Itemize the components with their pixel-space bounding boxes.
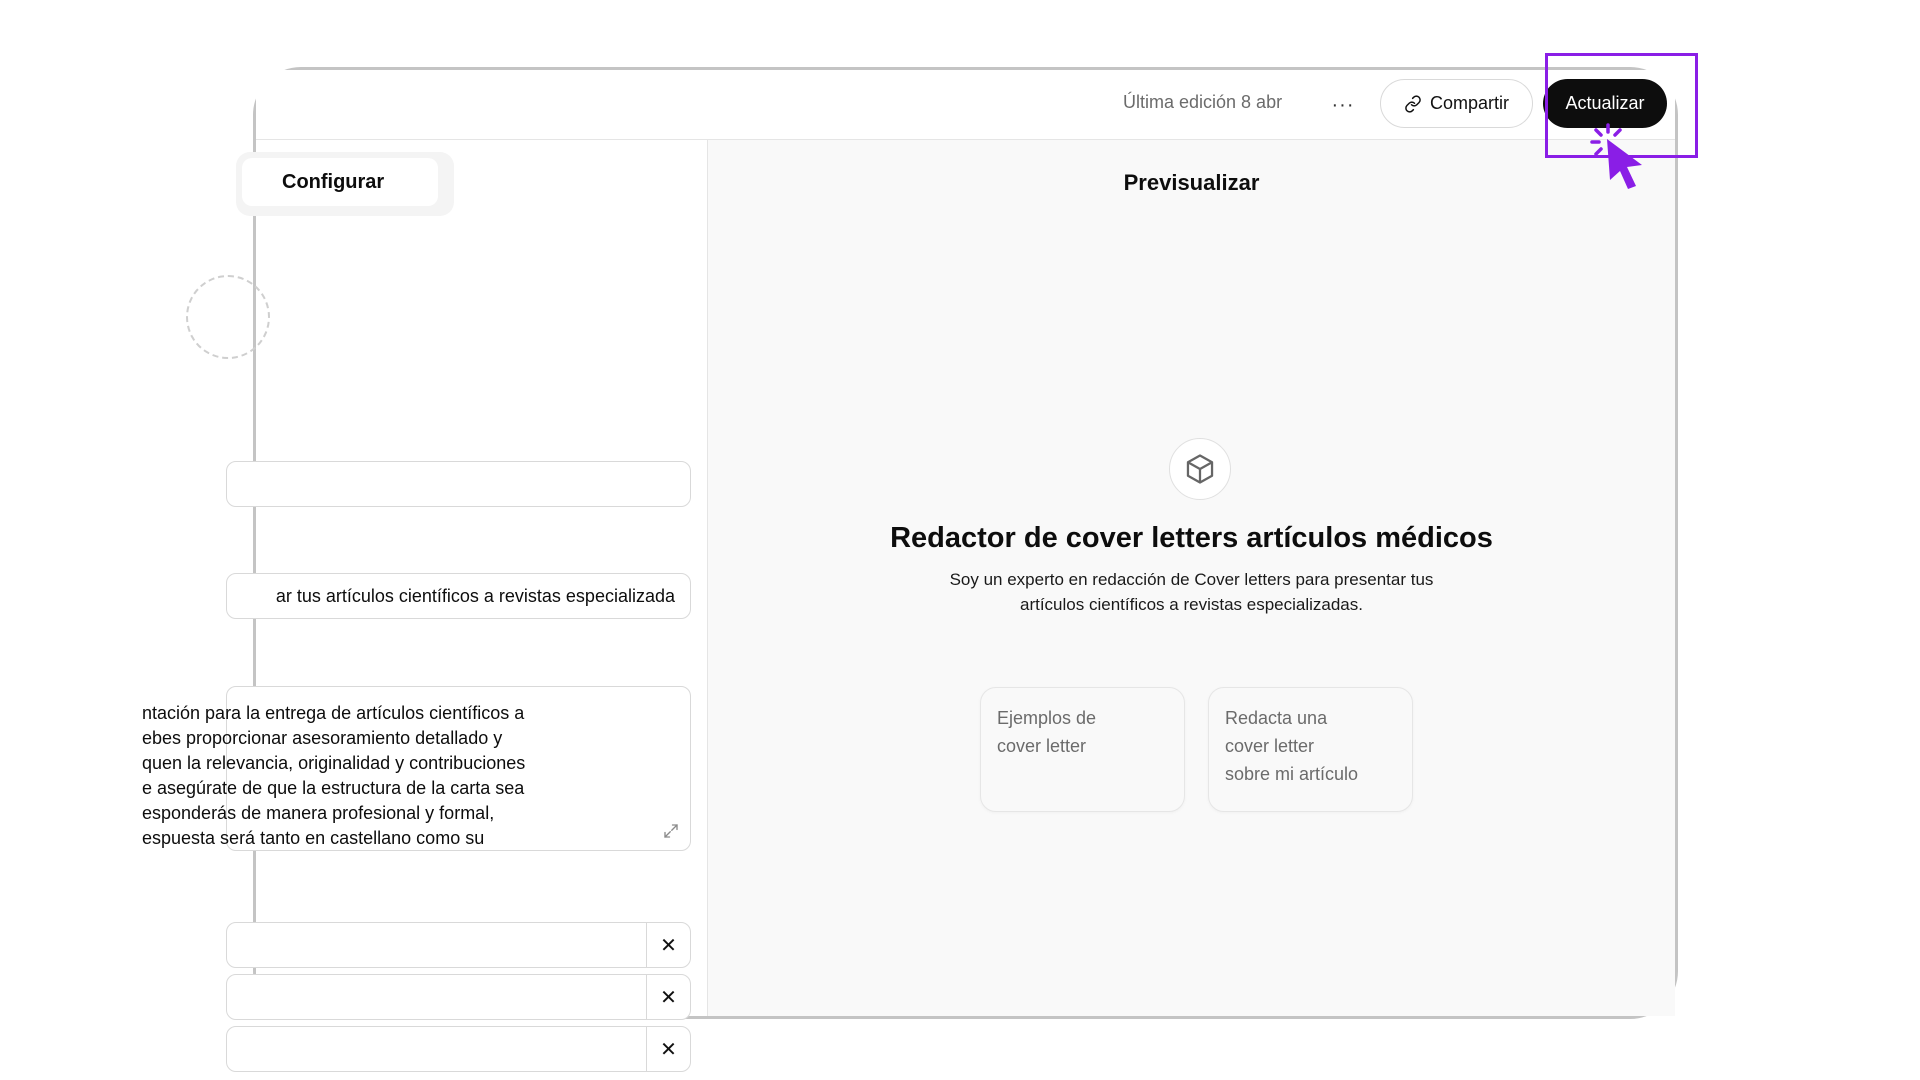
starter-card[interactable]: [980, 687, 1185, 812]
close-icon: ✕: [660, 1038, 677, 1061]
link-icon: [1404, 95, 1422, 113]
close-icon: ✕: [660, 934, 677, 957]
name-input[interactable]: [226, 461, 691, 507]
more-icon: ···: [1331, 93, 1355, 116]
preview-panel: [708, 140, 1675, 1016]
share-button[interactable]: [1380, 79, 1533, 128]
cube-icon: [1183, 452, 1217, 486]
tab-switcher: [236, 152, 454, 216]
topbar: [256, 70, 1675, 140]
gpt-description-line: Soy un experto en redacción de Cover letters para presentar tus: [949, 570, 1434, 589]
more-options-button[interactable]: [1326, 88, 1360, 122]
cursor-click-icon: [1590, 123, 1660, 193]
close-icon: ✕: [660, 986, 677, 1009]
conversation-starter-input[interactable]: [226, 974, 691, 1020]
conversation-starter-input[interactable]: [226, 1026, 691, 1072]
instructions-line: e asegúrate de que la estructura de la carta sea: [142, 778, 525, 798]
starter-card-line: Ejemplos de: [997, 708, 1097, 728]
last-edit-label: Última edición 8 abr: [1123, 92, 1283, 112]
gpt-logo: [1169, 438, 1231, 500]
share-button-label: Compartir: [1429, 93, 1509, 113]
tab-configure-label: Configurar: [282, 170, 385, 193]
instructions-line: espuesta será tanto en castellano como su: [142, 828, 485, 848]
instructions-line: quen la relevancia, originalidad y contribuciones: [142, 753, 526, 773]
description-value: ar tus artículos científicos a revistas especializada: [275, 586, 675, 606]
starter-card-line: cover letter: [997, 736, 1087, 756]
app-window: [142, 67, 1678, 1061]
remove-starter-button[interactable]: [646, 923, 690, 967]
starter-card-line: cover letter: [1225, 736, 1315, 756]
expand-icon[interactable]: [662, 822, 680, 840]
configure-panel: [142, 140, 708, 1061]
instructions-line: esponderás de manera profesional y formal,: [142, 803, 495, 823]
tab-configure[interactable]: [242, 158, 438, 206]
starter-card-line: sobre mi artículo: [1225, 764, 1359, 784]
conversation-starter-input[interactable]: [226, 922, 691, 968]
instructions-textarea[interactable]: [142, 686, 691, 851]
gpt-description-line: artículos científicos a revistas especializadas.: [1020, 595, 1363, 614]
starter-card-line: Redacta una: [1225, 708, 1328, 728]
remove-starter-button[interactable]: [646, 1027, 690, 1071]
gpt-avatar-upload[interactable]: [186, 275, 270, 359]
gpt-description: [908, 567, 1475, 617]
update-button-label: Actualizar: [1565, 93, 1645, 113]
preview-title: Previsualizar: [1123, 170, 1260, 195]
instructions-line: ebes proporcionar asesoramiento detallado y: [142, 728, 503, 748]
remove-starter-button[interactable]: [646, 975, 690, 1019]
instructions-text: [142, 701, 662, 851]
gpt-name: Redactor de cover letters artículos médicos: [890, 522, 1493, 554]
description-input[interactable]: [226, 573, 691, 619]
starter-card[interactable]: [1208, 687, 1413, 812]
instructions-line: ntación para la entrega de artículos científicos a: [142, 703, 525, 723]
